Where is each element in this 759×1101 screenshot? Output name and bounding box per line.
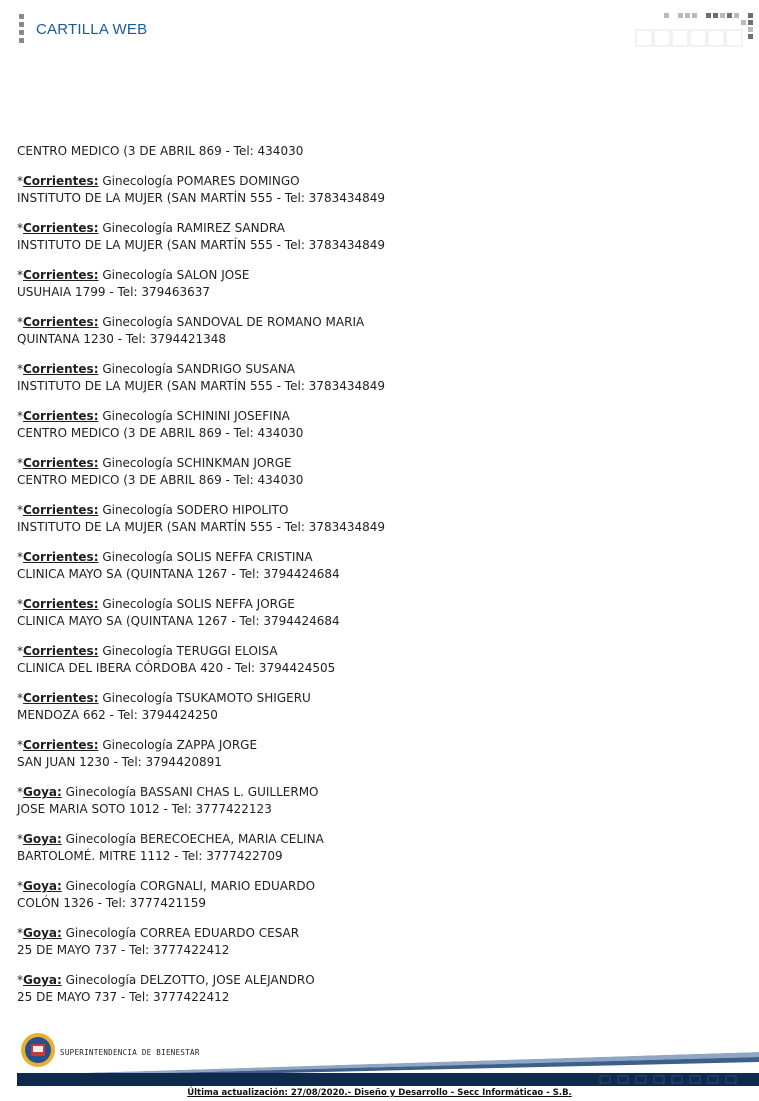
bullet-asterisk: * <box>17 879 23 893</box>
bullet-asterisk: * <box>17 597 23 611</box>
specialty-doctor: Ginecología TERUGGI ELOISA <box>98 644 278 658</box>
address-line: USUHAIA 1799 - Tel: 379463637 <box>17 285 211 299</box>
address-line: MENDOZA 662 - Tel: 3794424250 <box>17 708 218 722</box>
provider-entry <box>17 502 717 536</box>
address-line: CLINICA DEL IBERA CÓRDOBA 420 - Tel: 3794424505 <box>17 661 336 675</box>
bullet-asterisk: * <box>17 221 23 235</box>
address-line: 25 DE MAYO 737 - Tel: 3777422412 <box>17 990 230 1004</box>
address-line: JOSE MARIA SOTO 1012 - Tel: 3777422123 <box>17 802 272 816</box>
address-line: BARTOLOMÉ. MITRE 1112 - Tel: 3777422709 <box>17 849 283 863</box>
organization-name: SUPERINTENDENCIA DE BIENESTAR <box>60 1048 200 1057</box>
specialty-doctor: Ginecología BASSANI CHAS L. GUILLERMO <box>61 785 319 799</box>
specialty-doctor: Ginecología RAMIREZ SANDRA <box>98 221 285 235</box>
city-label: Corrientes: <box>23 268 99 282</box>
address-line: QUINTANA 1230 - Tel: 3794421348 <box>17 332 227 346</box>
address-line: CENTRO MEDICO (3 DE ABRIL 869 - Tel: 434030 <box>17 426 304 440</box>
bullet-asterisk: * <box>17 315 23 329</box>
specialty-doctor: Ginecología SOLIS NEFFA CRISTINA <box>98 550 313 564</box>
header-decoration-icon <box>634 10 759 50</box>
address-line: INSTITUTO DE LA MUJER (SAN MARTÍN 555 - Tel: 3783434849 <box>17 238 386 252</box>
provider-entry <box>17 455 717 489</box>
provider-entry <box>17 596 717 630</box>
specialty-doctor: Ginecología SODERO HIPOLITO <box>98 503 289 517</box>
header-bar <box>19 14 24 19</box>
bullet-asterisk: * <box>17 785 23 799</box>
specialty-doctor: Ginecología BERECOECHEA, MARIA CELINA <box>61 832 324 846</box>
address-line: INSTITUTO DE LA MUJER (SAN MARTÍN 555 - Tel: 3783434849 <box>17 379 386 393</box>
specialty-doctor: Ginecología SCHININI JOSEFINA <box>98 409 290 423</box>
provider-entry <box>17 925 717 959</box>
bullet-asterisk: * <box>17 362 23 376</box>
seal-icon <box>20 1032 56 1068</box>
bullet-asterisk: * <box>17 268 23 282</box>
header-bar <box>19 22 24 27</box>
address-line: INSTITUTO DE LA MUJER (SAN MARTÍN 555 - Tel: 3783434849 <box>17 520 386 534</box>
city-label: Corrientes: <box>23 597 99 611</box>
address-line: CLINICA MAYO SA (QUINTANA 1267 - Tel: 3794424684 <box>17 614 340 628</box>
provider-entry <box>17 220 717 254</box>
provider-entry <box>17 784 717 818</box>
bullet-asterisk: * <box>17 456 23 470</box>
provider-entry <box>17 643 717 677</box>
address-line: SAN JUAN 1230 - Tel: 3794420891 <box>17 755 222 769</box>
specialty-doctor: Ginecología SANDRIGO SUSANA <box>98 362 296 376</box>
city-label: Corrientes: <box>23 550 99 564</box>
city-label: Corrientes: <box>23 221 99 235</box>
city-label: Corrientes: <box>23 409 99 423</box>
provider-entry <box>17 690 717 724</box>
bullet-asterisk: * <box>17 832 23 846</box>
city-label: Corrientes: <box>23 503 99 517</box>
provider-entry <box>17 737 717 771</box>
page-header <box>0 0 759 60</box>
bullet-asterisk: * <box>17 409 23 423</box>
provider-entry <box>17 831 717 865</box>
specialty-doctor: Ginecología TSUKAMOTO SHIGERU <box>98 691 311 705</box>
bullet-asterisk: * <box>17 973 23 987</box>
city-label: Goya: <box>23 973 62 987</box>
city-label: Corrientes: <box>23 174 99 188</box>
specialty-doctor: Ginecología SALON JOSE <box>98 268 250 282</box>
city-label: Corrientes: <box>23 738 99 752</box>
provider-entry <box>17 878 717 912</box>
provider-entry <box>17 267 717 301</box>
city-label: Corrientes: <box>23 691 99 705</box>
specialty-doctor: Ginecología SCHINKMAN JORGE <box>98 456 292 470</box>
bullet-asterisk: * <box>17 926 23 940</box>
header-bar <box>19 38 24 43</box>
specialty-doctor: Ginecología ZAPPA JORGE <box>98 738 258 752</box>
address-line: 25 DE MAYO 737 - Tel: 3777422412 <box>17 943 230 957</box>
city-label: Corrientes: <box>23 362 99 376</box>
address-line: COLÓN 1326 - Tel: 3777421159 <box>17 896 207 910</box>
specialty-doctor: Ginecología POMARES DOMINGO <box>98 174 300 188</box>
city-label: Goya: <box>23 926 62 940</box>
city-label: Goya: <box>23 879 62 893</box>
specialty-doctor: Ginecología SOLIS NEFFA JORGE <box>98 597 295 611</box>
bullet-asterisk: * <box>17 174 23 188</box>
bullet-asterisk: * <box>17 644 23 658</box>
bullet-asterisk: * <box>17 550 23 564</box>
specialty-doctor: Ginecología SANDOVAL DE ROMANO MARIA <box>98 315 365 329</box>
address-line: CLINICA MAYO SA (QUINTANA 1267 - Tel: 3794424684 <box>17 567 340 581</box>
provider-entry <box>17 361 717 395</box>
specialty-doctor: Ginecología CORGNALI, MARIO EDUARDO <box>61 879 316 893</box>
city-label: Corrientes: <box>23 315 99 329</box>
provider-entry <box>17 173 717 207</box>
last-update-note: Última actualización: 27/08/2020.- Diseño y Desarrollo - Secc Informáticao - S.B. <box>187 1088 572 1098</box>
provider-list <box>17 143 717 1006</box>
address-line: INSTITUTO DE LA MUJER (SAN MARTÍN 555 - Tel: 3783434849 <box>17 191 386 205</box>
bullet-asterisk: * <box>17 691 23 705</box>
brand-title: CARTILLA WEB <box>36 21 148 38</box>
page-footer <box>0 1030 759 1101</box>
specialty-doctor: Ginecología CORREA EDUARDO CESAR <box>61 926 300 940</box>
city-label: Corrientes: <box>23 644 99 658</box>
provider-entry <box>17 549 717 583</box>
specialty-doctor: Ginecología DELZOTTO, JOSE ALEJANDRO <box>61 973 315 987</box>
city-label: Corrientes: <box>23 456 99 470</box>
header-bar <box>19 30 24 35</box>
provider-entry <box>17 314 717 348</box>
address-line: CENTRO MEDICO (3 DE ABRIL 869 - Tel: 434030 <box>17 473 304 487</box>
bullet-asterisk: * <box>17 503 23 517</box>
provider-entry <box>17 972 717 1006</box>
footer-swoosh <box>0 1030 759 1088</box>
provider-entry <box>17 408 717 442</box>
bullet-asterisk: * <box>17 738 23 752</box>
address-line: CENTRO MEDICO (3 DE ABRIL 869 - Tel: 434030 <box>17 144 304 158</box>
city-label: Goya: <box>23 832 62 846</box>
city-label: Goya: <box>23 785 62 799</box>
